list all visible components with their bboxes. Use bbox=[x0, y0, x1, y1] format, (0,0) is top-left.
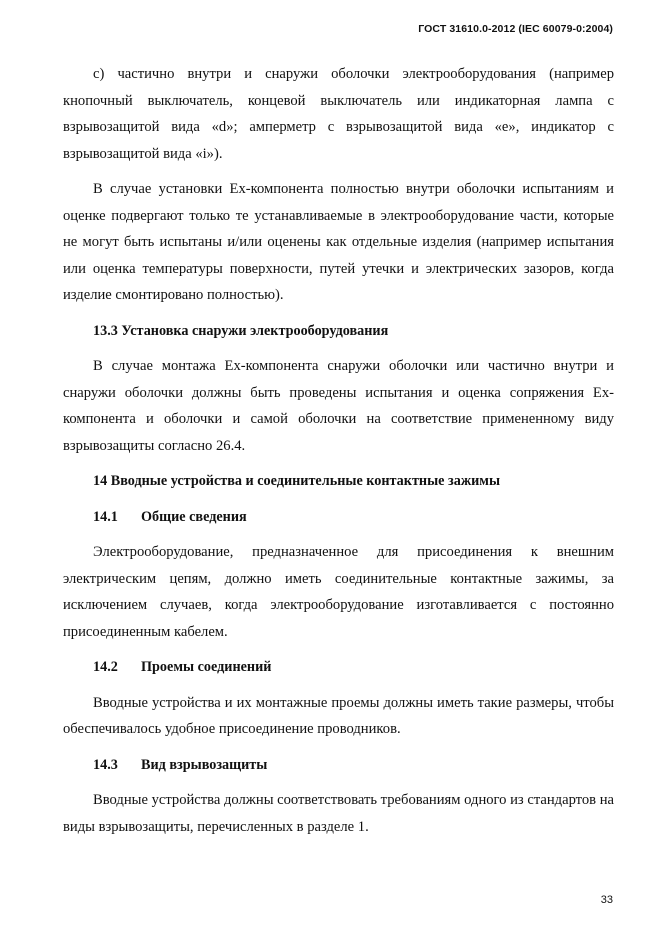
heading-14-2 bbox=[63, 654, 614, 681]
document-header: ГОСТ 31610.0-2012 (IEC 60079-0:2004) bbox=[418, 23, 613, 35]
paragraph-protection-type: Вводные устройства должны соответствовать требованиям одного из стандартов на виды взрывозащиты, перечисленных в разделе 1. bbox=[63, 792, 614, 835]
heading-14-1-title: Общие сведения bbox=[141, 508, 247, 525]
heading-14-3-title: Вид взрывозащиты bbox=[141, 756, 268, 773]
heading-14-2-number: 14.2 bbox=[93, 659, 118, 675]
paragraph-ex-component-inside: В случае установки Ex-компонента полностью внутри оболочки испытаниям и оценке подвергают только те устанавливаемые в электрооборудование части, которые не могут быть испытаны и/или оценены как отдельные изделия (например испытания или оценка температуры поверхности, путей утечки и электрических зазоров, когда изделие смонтировано полностью). bbox=[63, 181, 614, 303]
page-body bbox=[63, 61, 614, 840]
paragraph-terminals: Электрооборудование, предназначенное для присоединения к внешним электрическим цепям, должно иметь соединительные контактные зажимы, за исключением случаев, когда электрооборудование изготавливается с постоянно присоединенным кабелем. bbox=[63, 544, 614, 640]
paragraph-item-c: с) частично внутри и снаружи оболочки электрооборудования (например кнопочный выключатель, концевой выключатель или индикаторная лампа с взрывозащитой вида «d»; амперметр с взрывозащитой вида «е», индикатор с взрывозащитой вида «i»). bbox=[63, 66, 614, 162]
heading-14-1-number: 14.1 bbox=[93, 508, 118, 525]
page-number: 33 bbox=[600, 894, 613, 906]
heading-14: 14 Вводные устройства и соединительные контактные зажимы bbox=[93, 473, 501, 489]
paragraph-openings: Вводные устройства и их монтажные проемы должны иметь такие размеры, чтобы обеспечивалось удобное присоединение проводников. bbox=[63, 694, 614, 737]
heading-13-3: 13.3 Установка снаружи электрооборудования bbox=[93, 322, 389, 339]
heading-14-3-number: 14.3 bbox=[93, 756, 118, 773]
heading-14-2-title: Проемы соединений bbox=[141, 659, 272, 675]
heading-14-1 bbox=[63, 504, 614, 531]
paragraph-ex-component-outside: В случае монтажа Ex-компонента снаружи оболочки или частично внутри и снаружи оболочки должны быть проведены испытания и оценка сопряжения Ex-компонента и оболочки и самой оболочки на соответствие примененному виду взрывозащиты согласно 26.4. bbox=[63, 358, 614, 454]
heading-14-3 bbox=[63, 752, 614, 779]
